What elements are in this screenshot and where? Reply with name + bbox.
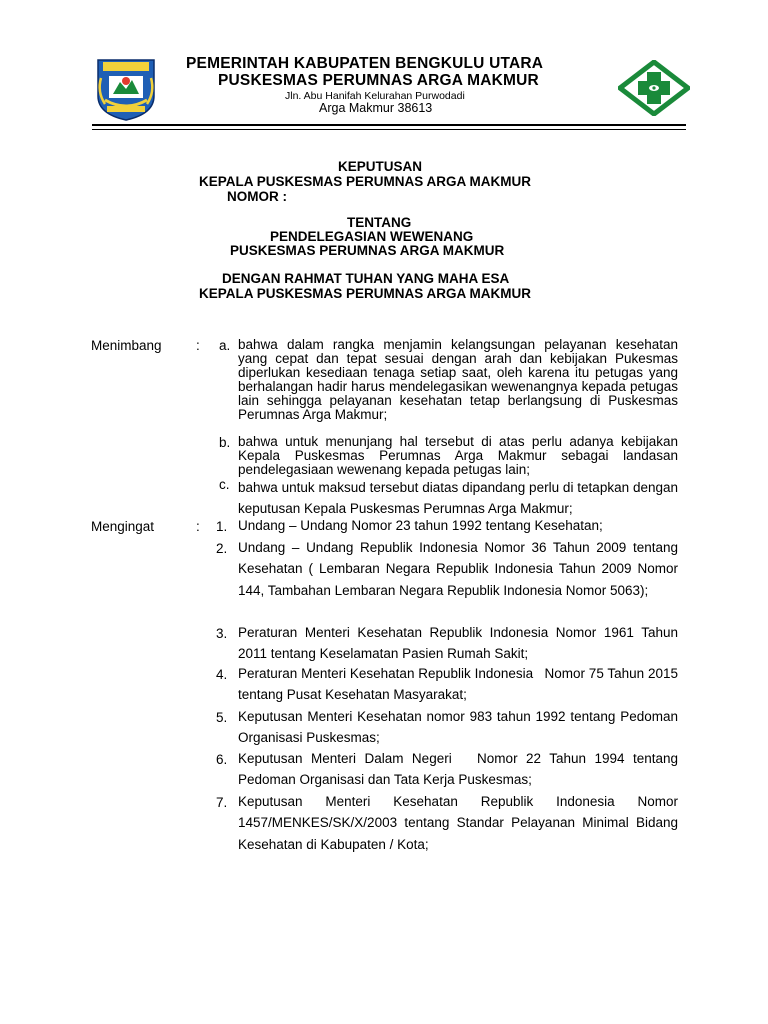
menimbang-item-a: bahwa dalam rangka menjamin kelangsungan pelayanan kesehatan yang cepat dan tepat sesuai dengan arah dan kebijakan Pukesmas diperlukan kesediaan tenaga setiap saat, oleh karena itu petugas yang berhalangan hadir harus mendelegasikan wewenangnya kepada petugas lain sehingga pelayanan kesehatan tetap berlangsung di Puskesmas Perumnas Arga Makmur; bbox=[238, 337, 678, 422]
letterhead-divider bbox=[92, 124, 686, 126]
mengingat-item-2: Undang – Undang Republik Indonesia Nomor 36 Tahun 2009 tentang Kesehatan ( Lembaran Negara Republik Indonesia Tahun 2009 Nomor 144, Tambahan Lembaran Negara Republik Indonesia Nomor 5063); bbox=[238, 540, 678, 598]
letterhead-puskesmas: PUSKESMAS PERUMNAS ARGA MAKMUR bbox=[218, 72, 539, 89]
title-subject-2: PUSKESMAS PERUMNAS ARGA MAKMUR bbox=[230, 243, 505, 258]
kabupaten-emblem-icon bbox=[93, 56, 159, 122]
mengingat-item-1: Undang – Undang Nomor 23 tahun 1992 tentang Kesehatan; bbox=[238, 518, 603, 533]
menimbang-marker-b: b. bbox=[219, 435, 231, 450]
mengingat-marker-4: 4. bbox=[216, 667, 228, 682]
title-keputusan: KEPUTUSAN bbox=[338, 159, 423, 174]
title-subject-1: PENDELEGASIAN WEWENANG bbox=[270, 229, 474, 244]
mengingat-marker-3: 3. bbox=[216, 626, 228, 641]
title-kepala-2: KEPALA PUSKESMAS PERUMNAS ARGA MAKMUR bbox=[199, 286, 532, 301]
letterhead-government: PEMERINTAH KABUPATEN BENGKULU UTARA bbox=[186, 55, 544, 72]
menimbang-colon: : bbox=[196, 338, 200, 353]
puskesmas-logo-icon bbox=[618, 60, 690, 116]
title-nomor: NOMOR : bbox=[227, 189, 287, 204]
menimbang-label: Menimbang bbox=[91, 338, 162, 353]
mengingat-item-6: Keputusan Menteri Dalam Negeri Nomor 22 Tahun 1994 tentang Pedoman Organisasi dan Tata Kerja Puskesmas; bbox=[238, 751, 682, 788]
title-rahmat: DENGAN RAHMAT TUHAN YANG MAHA ESA bbox=[222, 271, 510, 286]
menimbang-item-c: bahwa untuk maksud tersebut diatas dipandang perlu di tetapkan dengan keputusan Kepala Puskesmas Perumnas Arga Makmur; bbox=[238, 480, 678, 516]
mengingat-item-4: Peraturan Menteri Kesehatan Republik Indonesia Nomor 75 Tahun 2015 tentang Pusat Kesehatan Masyarakat; bbox=[238, 666, 682, 703]
mengingat-item-3: Peraturan Menteri Kesehatan Republik Indonesia Nomor 1961 Tahun 2011 tentang Keselamatan Pasien Rumah Sakit; bbox=[238, 625, 678, 662]
mengingat-marker-1: 1. bbox=[216, 519, 228, 534]
letterhead-address: Jln. Abu Hanifah Kelurahan Purwodadi bbox=[285, 90, 465, 102]
mengingat-marker-7: 7. bbox=[216, 795, 228, 810]
mengingat-marker-6: 6. bbox=[216, 752, 228, 767]
title-tentang: TENTANG bbox=[347, 215, 412, 230]
mengingat-label: Mengingat bbox=[91, 519, 155, 534]
title-kepala: KEPALA PUSKESMAS PERUMNAS ARGA MAKMUR bbox=[199, 174, 532, 189]
letterhead-city: Arga Makmur 38613 bbox=[319, 101, 433, 115]
mengingat-item-7: Keputusan Menteri Kesehatan Republik Indonesia Nomor 1457/MENKES/SK/X/2003 tentang Standar Pelayanan Minimal Bidang Kesehatan di Kabupaten / Kota; bbox=[238, 794, 678, 852]
menimbang-marker-c: c. bbox=[219, 477, 230, 492]
letterhead-divider-thin bbox=[92, 129, 686, 130]
mengingat-item-5: Keputusan Menteri Kesehatan nomor 983 tahun 1992 tentang Pedoman Organisasi Puskesmas; bbox=[238, 709, 678, 746]
mengingat-marker-5: 5. bbox=[216, 710, 228, 725]
mengingat-colon: : bbox=[196, 519, 200, 534]
menimbang-marker-a: a. bbox=[219, 338, 231, 353]
menimbang-item-b: bahwa untuk menunjang hal tersebut di atas perlu adanya kebijakan Kepala Puskesmas Perumnas Arga Makmur sebagai landasan pendelegasiaan wewenang kepada petugas lain; bbox=[238, 434, 678, 477]
mengingat-marker-2: 2. bbox=[216, 541, 228, 556]
